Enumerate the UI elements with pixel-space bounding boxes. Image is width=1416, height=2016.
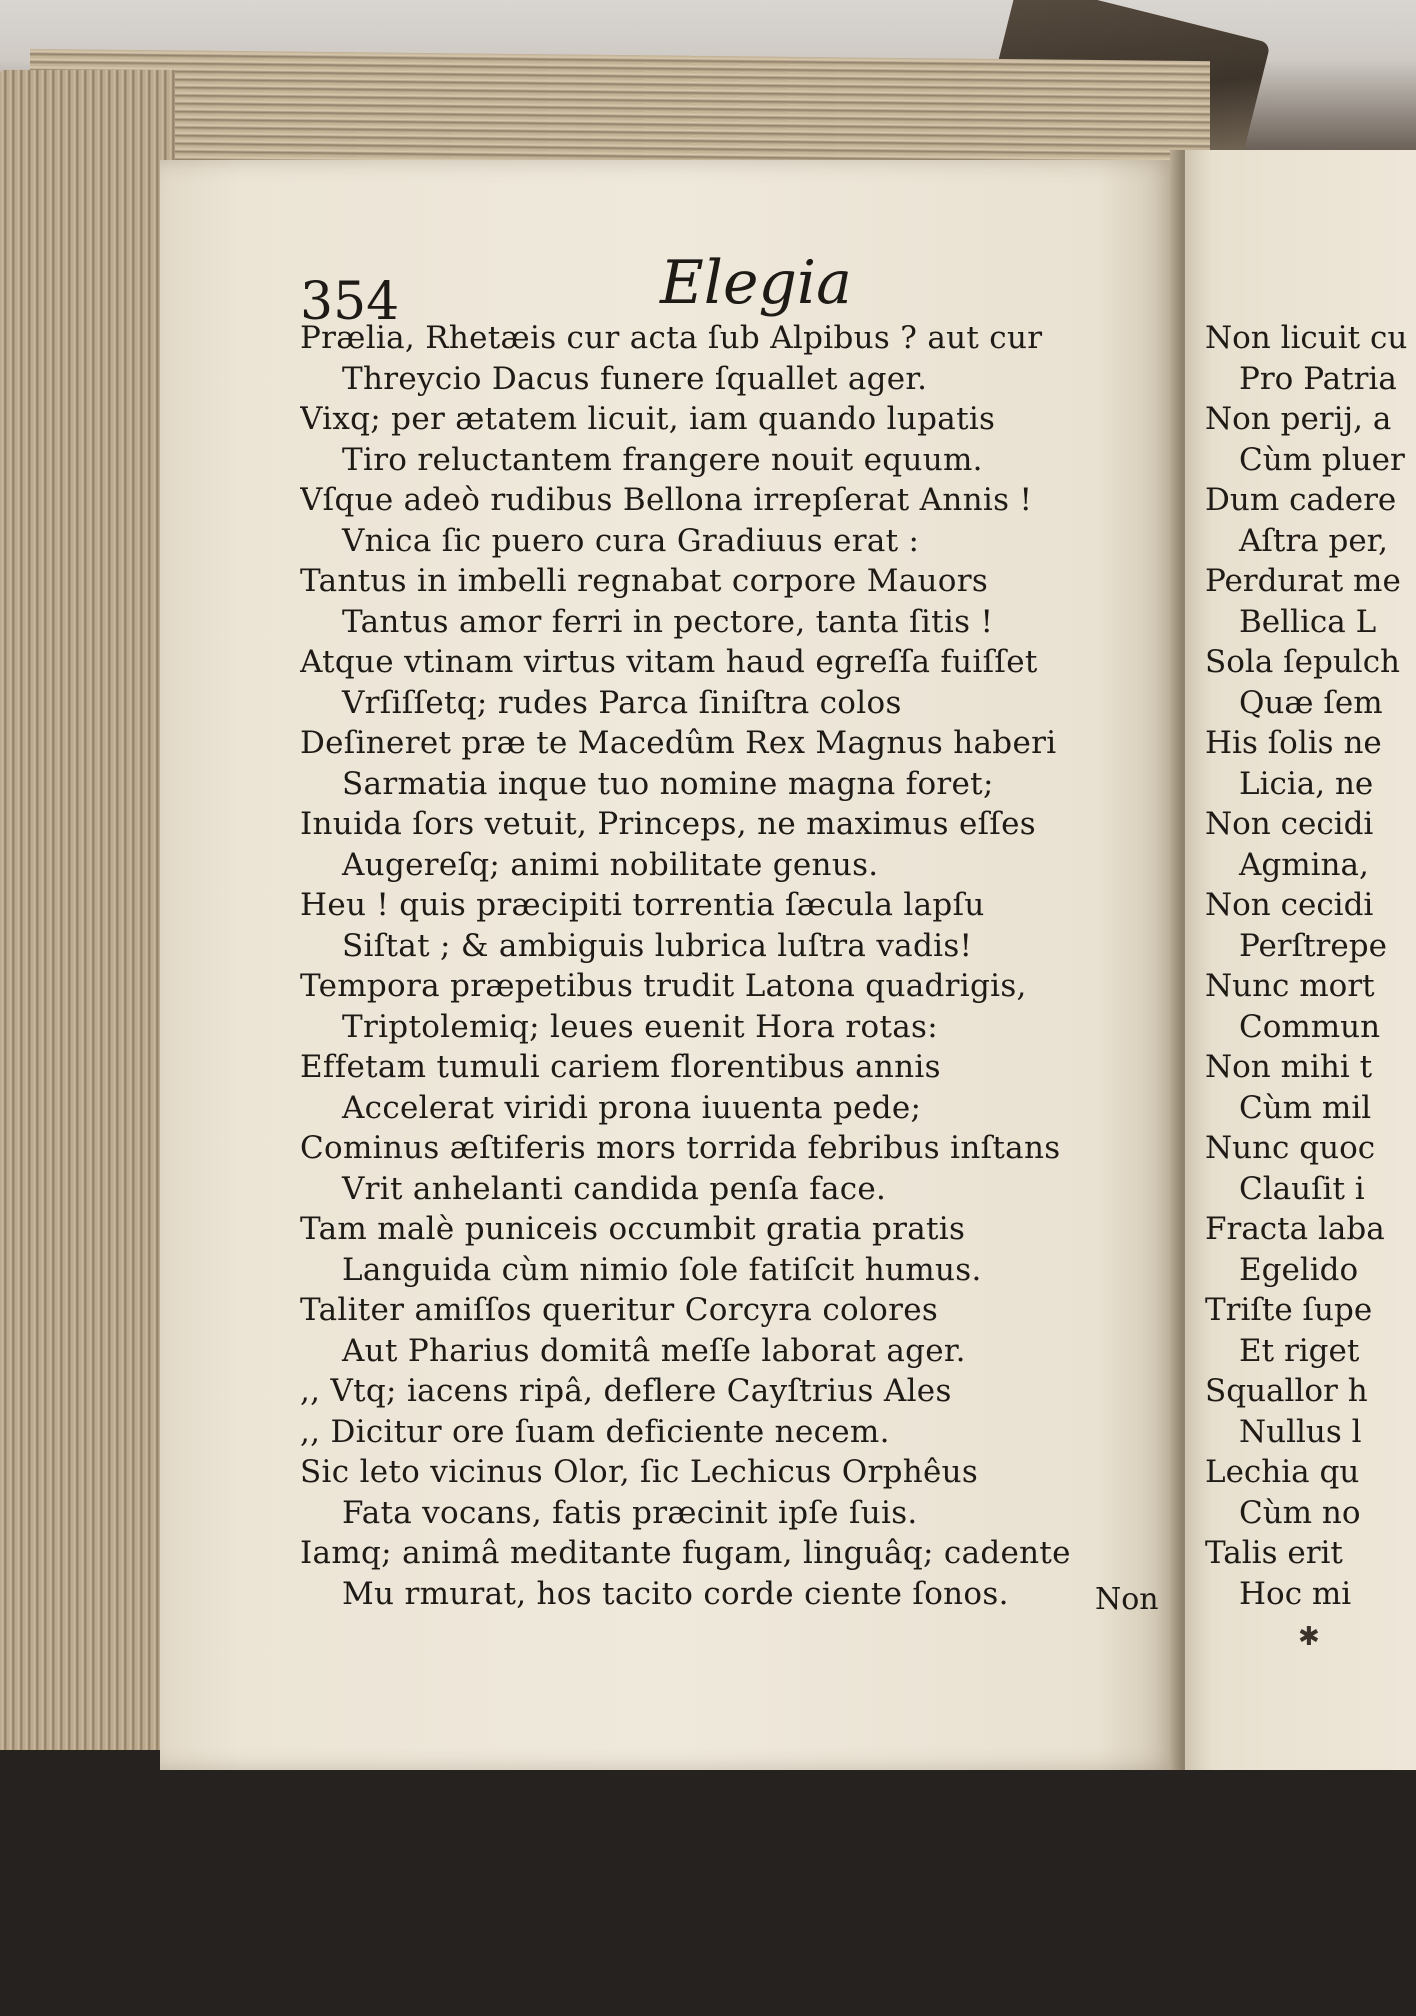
verse-line: Mu rmurat, hos tacito corde ciente ſonos. [342, 1575, 1009, 1612]
verse-line: Agmina, [1239, 846, 1369, 883]
printer-ornament-icon: ✱ [1298, 1622, 1320, 1652]
verse-line: Atque vtinam virtus vitam haud egreſſa fuiſſet [300, 644, 1038, 680]
verse-line: Commun [1239, 1008, 1381, 1045]
verse-line: Nunc mort [1205, 968, 1375, 1004]
verse-line: Siſtat ; & ambiguis lubrica luſtra vadis! [342, 927, 973, 964]
verse-line: Sarmatia inque tuo nomine magna foret; [342, 765, 994, 802]
verse-line: Cùm mil [1239, 1089, 1372, 1126]
verse-line: Nunc quoc [1205, 1130, 1376, 1166]
verse-line: Triptolemiq; leues euenit Hora rotas: [342, 1008, 938, 1045]
verse-line: Quæ ſem [1239, 684, 1383, 721]
verse-line: Vixq; per ætatem licuit, iam quando lupatis [300, 401, 996, 437]
verse-line: Tempora præpetibus trudit Latona quadrigis, [300, 968, 1027, 1004]
verse-line: His ſolis ne [1205, 725, 1382, 761]
verse-line: Inuida ſors vetuit, Princeps, ne maximus eſſes [300, 806, 1036, 842]
verse-line: Tantus amor ferri in pectore, tanta ſitis ! [342, 603, 994, 640]
verse-line: Non cecidi [1205, 887, 1374, 923]
verse-line: Vſque adeò rudibus Bellona irrepſerat Annis ! [300, 482, 1033, 518]
verse-line: Non cecidi [1205, 806, 1374, 842]
right-verse-block [1205, 318, 1416, 1614]
verse-line: Talis erit [1205, 1535, 1343, 1571]
verse-line: Et riget [1239, 1332, 1360, 1369]
verse-line: Effetam tumuli cariem florentibus annis [300, 1049, 941, 1085]
page-number: 354 [300, 272, 400, 332]
verse-line: Threycio Dacus funere ſquallet ager. [342, 360, 928, 397]
running-head: Elegia [660, 248, 852, 318]
verse-line: Cùm pluer [1239, 441, 1405, 478]
verse-line: Cùm no [1239, 1494, 1361, 1531]
page-edges-top [30, 49, 1210, 171]
verse-line: Hoc mi [1239, 1575, 1352, 1612]
verse-line: Vrit anhelanti candida penſa face. [342, 1170, 887, 1207]
verse-line: Perdurat me [1205, 563, 1401, 599]
verse-line: ,, Vtq; iacens ripâ, deflere Cayſtrius Ales [300, 1373, 952, 1409]
verse-line: Aut Pharius domitâ meſſe laborat ager. [342, 1332, 966, 1369]
verse-line: Tiro reluctantem frangere nouit equum. [342, 441, 983, 478]
verse-line: ,, Dicitur ore ſuam deficiente necem. [300, 1413, 890, 1450]
verse-line: Fata vocans, fatis præcinit ipſe ſuis. [342, 1494, 918, 1531]
left-verse-block [300, 318, 1130, 1614]
verse-line: Nullus l [1239, 1413, 1362, 1450]
verse-line: Deſineret præ te Macedûm Rex Magnus haberi [300, 725, 1057, 761]
verse-line: Bellica L [1239, 603, 1377, 640]
verse-line: Lechia qu [1205, 1454, 1360, 1490]
verse-line: Languida cùm nimio ſole fatiſcit humus. [342, 1251, 982, 1288]
verse-line: Heu ! quis præcipiti torrentia ſæcula lapſu [300, 887, 985, 923]
verse-line: Non perij, a [1205, 401, 1392, 437]
page-edges-left [0, 70, 175, 1770]
verse-line: Aſtra per, [1239, 522, 1388, 559]
verse-line: Egelido [1239, 1251, 1359, 1288]
verse-line: Augereſq; animi nobilitate genus. [342, 846, 879, 883]
verse-line: Cominus æſtiferis mors torrida febribus inſtans [300, 1130, 1061, 1166]
verse-line: Tantus in imbelli regnabat corpore Mauors [300, 563, 989, 599]
verse-line: Sic leto vicinus Olor, ſic Lechicus Orphêus [300, 1454, 979, 1490]
verse-line: Dum cadere [1205, 482, 1397, 518]
verse-line: Perſtrepe [1239, 927, 1387, 964]
verse-line: Vnica ſic puero cura Gradiuus erat : [342, 522, 920, 559]
verse-line: Non mihi t [1205, 1049, 1373, 1085]
verse-line: Vrſiſſetq; rudes Parca ſiniſtra colos [342, 684, 902, 721]
verse-line: Clauſit i [1239, 1170, 1365, 1207]
verse-line: Sola ſepulch [1205, 644, 1401, 680]
verse-line: Fracta laba [1205, 1211, 1385, 1247]
verse-line: Squallor h [1205, 1373, 1368, 1409]
verse-line: Iamq; animâ meditante fugam, linguâq; cadente [300, 1535, 1071, 1571]
verse-line: Non licuit cu [1205, 320, 1408, 356]
catchword: Non [1095, 1582, 1159, 1617]
verse-line: Accelerat viridi prona iuuenta pede; [342, 1089, 922, 1126]
verse-line: Pro Patria [1239, 360, 1397, 397]
verse-line: Tam malè puniceis occumbit gratia pratis [300, 1211, 966, 1247]
verse-line: Licia, ne [1239, 765, 1374, 802]
verse-line: Prælia, Rhetæis cur acta ſub Alpibus ? aut cur [300, 320, 1043, 356]
background-bottom [0, 1750, 1416, 2016]
verse-line: Taliter amiſſos queritur Corcyra colores [300, 1292, 939, 1328]
verse-line: Triſte ſupe [1205, 1292, 1373, 1328]
